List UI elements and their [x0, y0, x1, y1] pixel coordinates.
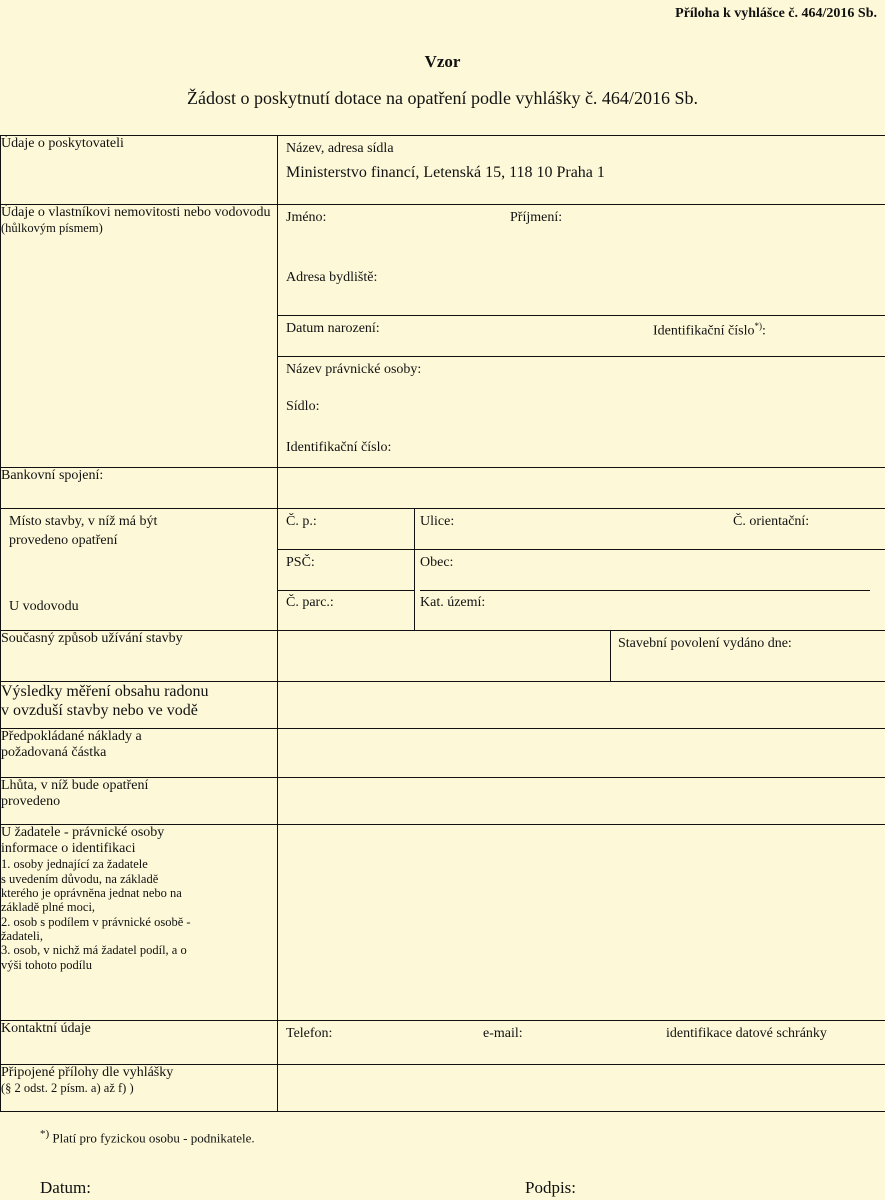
owner-label-note: (hůlkovým písmem): [1, 221, 103, 236]
footnote-mark: *): [754, 321, 762, 331]
cadastre-field[interactable]: Kat. území:: [420, 595, 486, 610]
footnote: [40, 1128, 255, 1146]
costs-value-cell[interactable]: [278, 729, 885, 778]
legal-info-item: základě plné moci,: [1, 900, 96, 915]
id-number-label: Identifikační číslo: [653, 323, 755, 339]
id-number-field[interactable]: [653, 321, 766, 340]
usage-label: Současný způsob užívání stavby: [1, 631, 183, 646]
address-field[interactable]: Adresa bydliště:: [286, 270, 378, 285]
id-number-colon: :: [761, 323, 766, 339]
legal-info-label-cell: [1, 825, 278, 1021]
deadline-label-line1: Lhůta, v níž bude opatření: [1, 778, 149, 793]
legal-info-line1: U žadatele - právnické osoby: [1, 825, 165, 840]
attachments-value-cell[interactable]: [278, 1065, 885, 1112]
date-field[interactable]: Datum:: [40, 1178, 91, 1197]
site-label-cell: [1, 509, 278, 631]
legal-info-line2: informace o identifikaci: [1, 841, 136, 857]
site-divider-left-1: [278, 549, 414, 550]
deadline-label-line2: provedeno: [1, 794, 61, 810]
owner-legal-cell[interactable]: [278, 357, 885, 468]
footnote-marker: *): [40, 1128, 50, 1140]
site-label-water: U vodovodu: [9, 599, 79, 614]
municipality-field[interactable]: Obec:: [420, 555, 454, 570]
costs-label-cell: [1, 729, 278, 778]
legal-info-item: 2. osob s podílem v právnické osobě -: [1, 914, 191, 929]
signature-field[interactable]: Podpis:: [525, 1178, 577, 1197]
bank-value-cell[interactable]: [278, 468, 885, 509]
attachments-label-line2: (§ 2 odst. 2 písm. a) až f) ): [1, 1081, 134, 1096]
phone-field[interactable]: Telefon:: [286, 1026, 333, 1041]
legal-name-field[interactable]: Název právnické osoby:: [286, 362, 422, 377]
owner-label-cell: [1, 205, 278, 468]
seat-field[interactable]: Sídlo:: [286, 399, 320, 414]
costs-label-line2: požadovaná částka: [1, 745, 107, 761]
site-divider-right-1: [414, 549, 885, 550]
street-field[interactable]: Ulice:: [420, 514, 455, 529]
legal-id-field[interactable]: Identifikační číslo:: [286, 440, 392, 455]
footnote-text: Platí pro fyzickou osobu - podnikatele.: [52, 1130, 255, 1146]
deadline-label-cell: [1, 778, 278, 825]
parcel-field[interactable]: Č. parc.:: [286, 595, 334, 610]
annex-reference: Příloha k vyhlášce č. 464/2016 Sb.: [675, 6, 877, 21]
bank-label-cell: [1, 468, 278, 509]
radon-label-line2: v ovzduší stavby nebo ve vodě: [1, 702, 198, 720]
site-divider-right-2: [420, 590, 870, 591]
contact-label: Kontaktní údaje: [1, 1021, 91, 1036]
last-name-field[interactable]: Příjmení:: [510, 210, 563, 225]
deadline-value-cell[interactable]: [278, 778, 885, 825]
site-address-cell[interactable]: [278, 509, 885, 631]
legal-info-item: žadateli,: [1, 929, 43, 944]
first-name-field[interactable]: Jméno:: [286, 210, 327, 225]
contact-value-cell[interactable]: [278, 1021, 885, 1065]
usage-divider: [610, 631, 611, 681]
site-label-line2: provedeno opatření: [9, 533, 118, 548]
legal-info-item: kterého je oprávněna jednat nebo na: [1, 885, 182, 900]
orientation-field[interactable]: Č. orientační:: [733, 514, 810, 529]
costs-label-line1: Předpokládané náklady a: [1, 729, 142, 744]
owner-label: Údaje o vlastníkovi nemovitosti nebo vodovodu: [1, 205, 271, 220]
site-label-line1: Místo stavby, v níž má být: [9, 514, 158, 529]
psc-field[interactable]: PSČ:: [286, 555, 315, 570]
provider-value: Ministerstvo financí, Letenská 15, 118 10 Praha 1: [286, 164, 605, 181]
birth-date-field[interactable]: Datum narození:: [286, 321, 380, 336]
legal-info-item: výši tohoto podílu: [1, 957, 92, 972]
email-field[interactable]: e-mail:: [483, 1026, 523, 1041]
legal-info-item: 1. osoby jednající za žadatele: [1, 857, 148, 872]
databox-field[interactable]: identifikace datové schránky: [666, 1026, 827, 1041]
provider-field-label: Název, adresa sídla: [286, 141, 394, 156]
permit-field[interactable]: Stavební povolení vydáno dne:: [618, 636, 792, 651]
radon-label-cell: [1, 682, 278, 729]
attachments-label-cell: [1, 1065, 278, 1112]
legal-info-item: s uvedením důvodu, na základě: [1, 871, 159, 886]
radon-label-line1: Výsledky měření obsahu radonu: [1, 683, 209, 700]
legal-info-value-cell[interactable]: [278, 825, 885, 1021]
site-divider-left-2: [278, 590, 414, 591]
usage-label-cell: [1, 631, 278, 682]
legal-info-item: 3. osob, v nichž má žadatel podíl, a o: [1, 943, 187, 958]
radon-value-cell[interactable]: [278, 682, 885, 729]
provider-label: Údaje o poskytovateli: [1, 136, 124, 151]
application-form-table: [0, 135, 885, 1112]
provider-label-cell: [1, 136, 278, 205]
owner-birth-cell[interactable]: [278, 316, 885, 357]
usage-value-cell[interactable]: [278, 631, 885, 682]
bank-label: Bankovní spojení:: [1, 468, 104, 483]
form-title: Žádost o poskytnutí dotace na opatření podle vyhlášky č. 464/2016 Sb.: [187, 88, 698, 108]
attachments-label-line1: Připojené přílohy dle vyhlášky: [1, 1065, 174, 1080]
form-template-label: Vzor: [424, 52, 461, 71]
owner-person-cell[interactable]: [278, 205, 885, 316]
provider-value-cell[interactable]: [278, 136, 885, 205]
site-column-divider: [414, 509, 415, 630]
cp-field[interactable]: Č. p.:: [286, 514, 317, 529]
contact-label-cell: [1, 1021, 278, 1065]
